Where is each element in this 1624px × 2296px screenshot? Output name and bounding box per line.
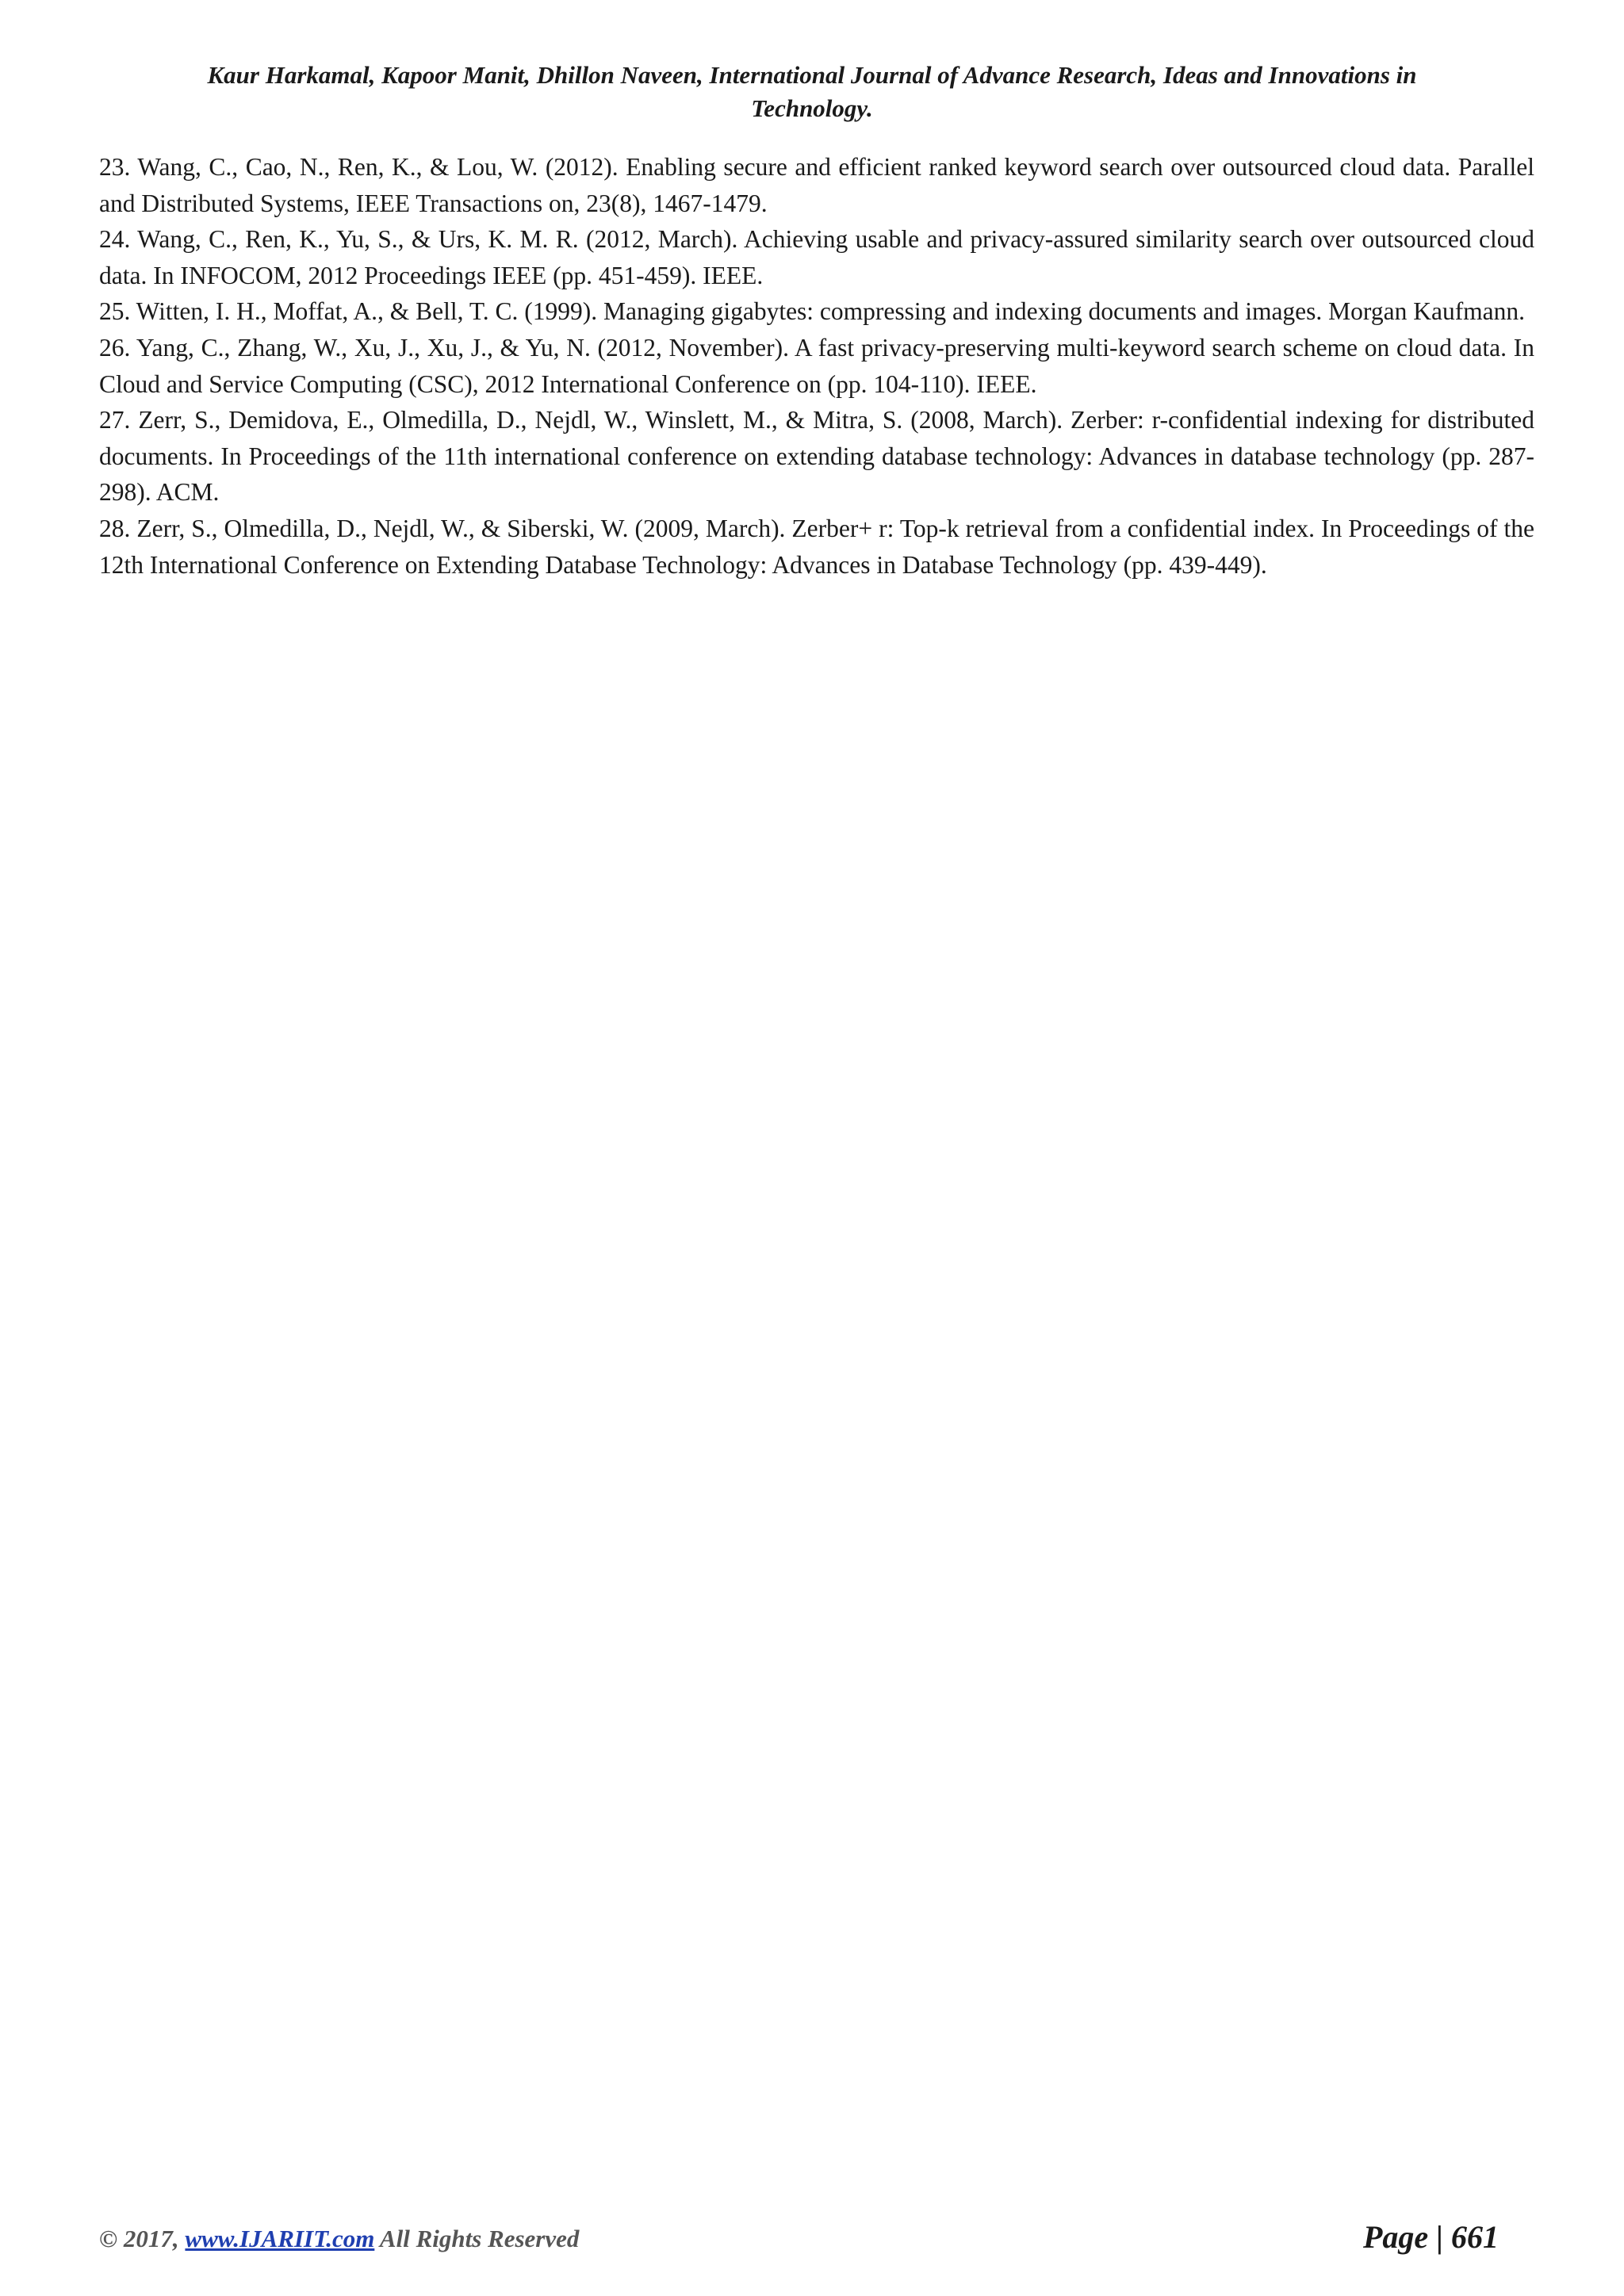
reference-item-24: 24. Wang, C., Ren, K., Yu, S., & Urs, K. M. R. (2012, March). Achieving usable and privacy-assured similarity search over outsourced cloud data. In INFOCOM, 2012 Proceedings IEEE (pp. 451-459). IEEE. (99, 225, 1534, 289)
reference-item-28: 28. Zerr, S., Olmedilla, D., Nejdl, W., & Siberski, W. (2009, March). Zerber+ r: Top-k retrieval from a confidential index. In Proceedings of the 12th International Conference on Extending Database Technology: Advances in Database Technology (pp. 439-449). (99, 514, 1534, 579)
copyright-notice (99, 2225, 579, 2253)
copyright-suffix: All Rights Reserved (374, 2225, 580, 2252)
reference-item-27: 27. Zerr, S., Demidova, E., Olmedilla, D., Nejdl, W., Winslett, M., & Mitra, S. (2008, March). Zerber: r-confidential indexing for distributed documents. In Proceedings of the 11th international conference on extending database technology: Advances in database technology (pp. 287-298). ACM. (99, 406, 1534, 507)
reference-list (99, 149, 1534, 583)
reference-item-26: 26. Yang, C., Zhang, W., Xu, J., Xu, J., & Yu, N. (2012, November). A fast privacy-preserving multi-keyword search scheme on cloud data. In Cloud and Service Computing (CSC), 2012 International Conference on (pp. 104-110). IEEE. (99, 333, 1534, 398)
running-header-line-2: Technology. (751, 94, 873, 122)
page-footer (99, 2218, 1499, 2258)
journal-site-link[interactable]: www.IJARIIT.com (185, 2225, 375, 2252)
running-header (119, 59, 1505, 125)
reference-item-25: 25. Witten, I. H., Moffat, A., & Bell, T. C. (1999). Managing gigabytes: compressing and indexing documents and images. Morgan Kaufmann. (99, 297, 1526, 326)
copyright-prefix: © 2017, (99, 2225, 186, 2252)
reference-item-23: 23. Wang, C., Cao, N., Ren, K., & Lou, W. (2012). Enabling secure and efficient ranked keyword search over outsourced cloud data. Parallel and Distributed Systems, IEEE Transactions on, 23(8), 1467-1479. (99, 153, 1534, 217)
page-number: Page | 661 (1363, 2219, 1499, 2255)
running-header-line-1: Kaur Harkamal, Kapoor Manit, Dhillon Naveen, International Journal of Advance Research, Ideas and Innovations in (207, 61, 1417, 89)
